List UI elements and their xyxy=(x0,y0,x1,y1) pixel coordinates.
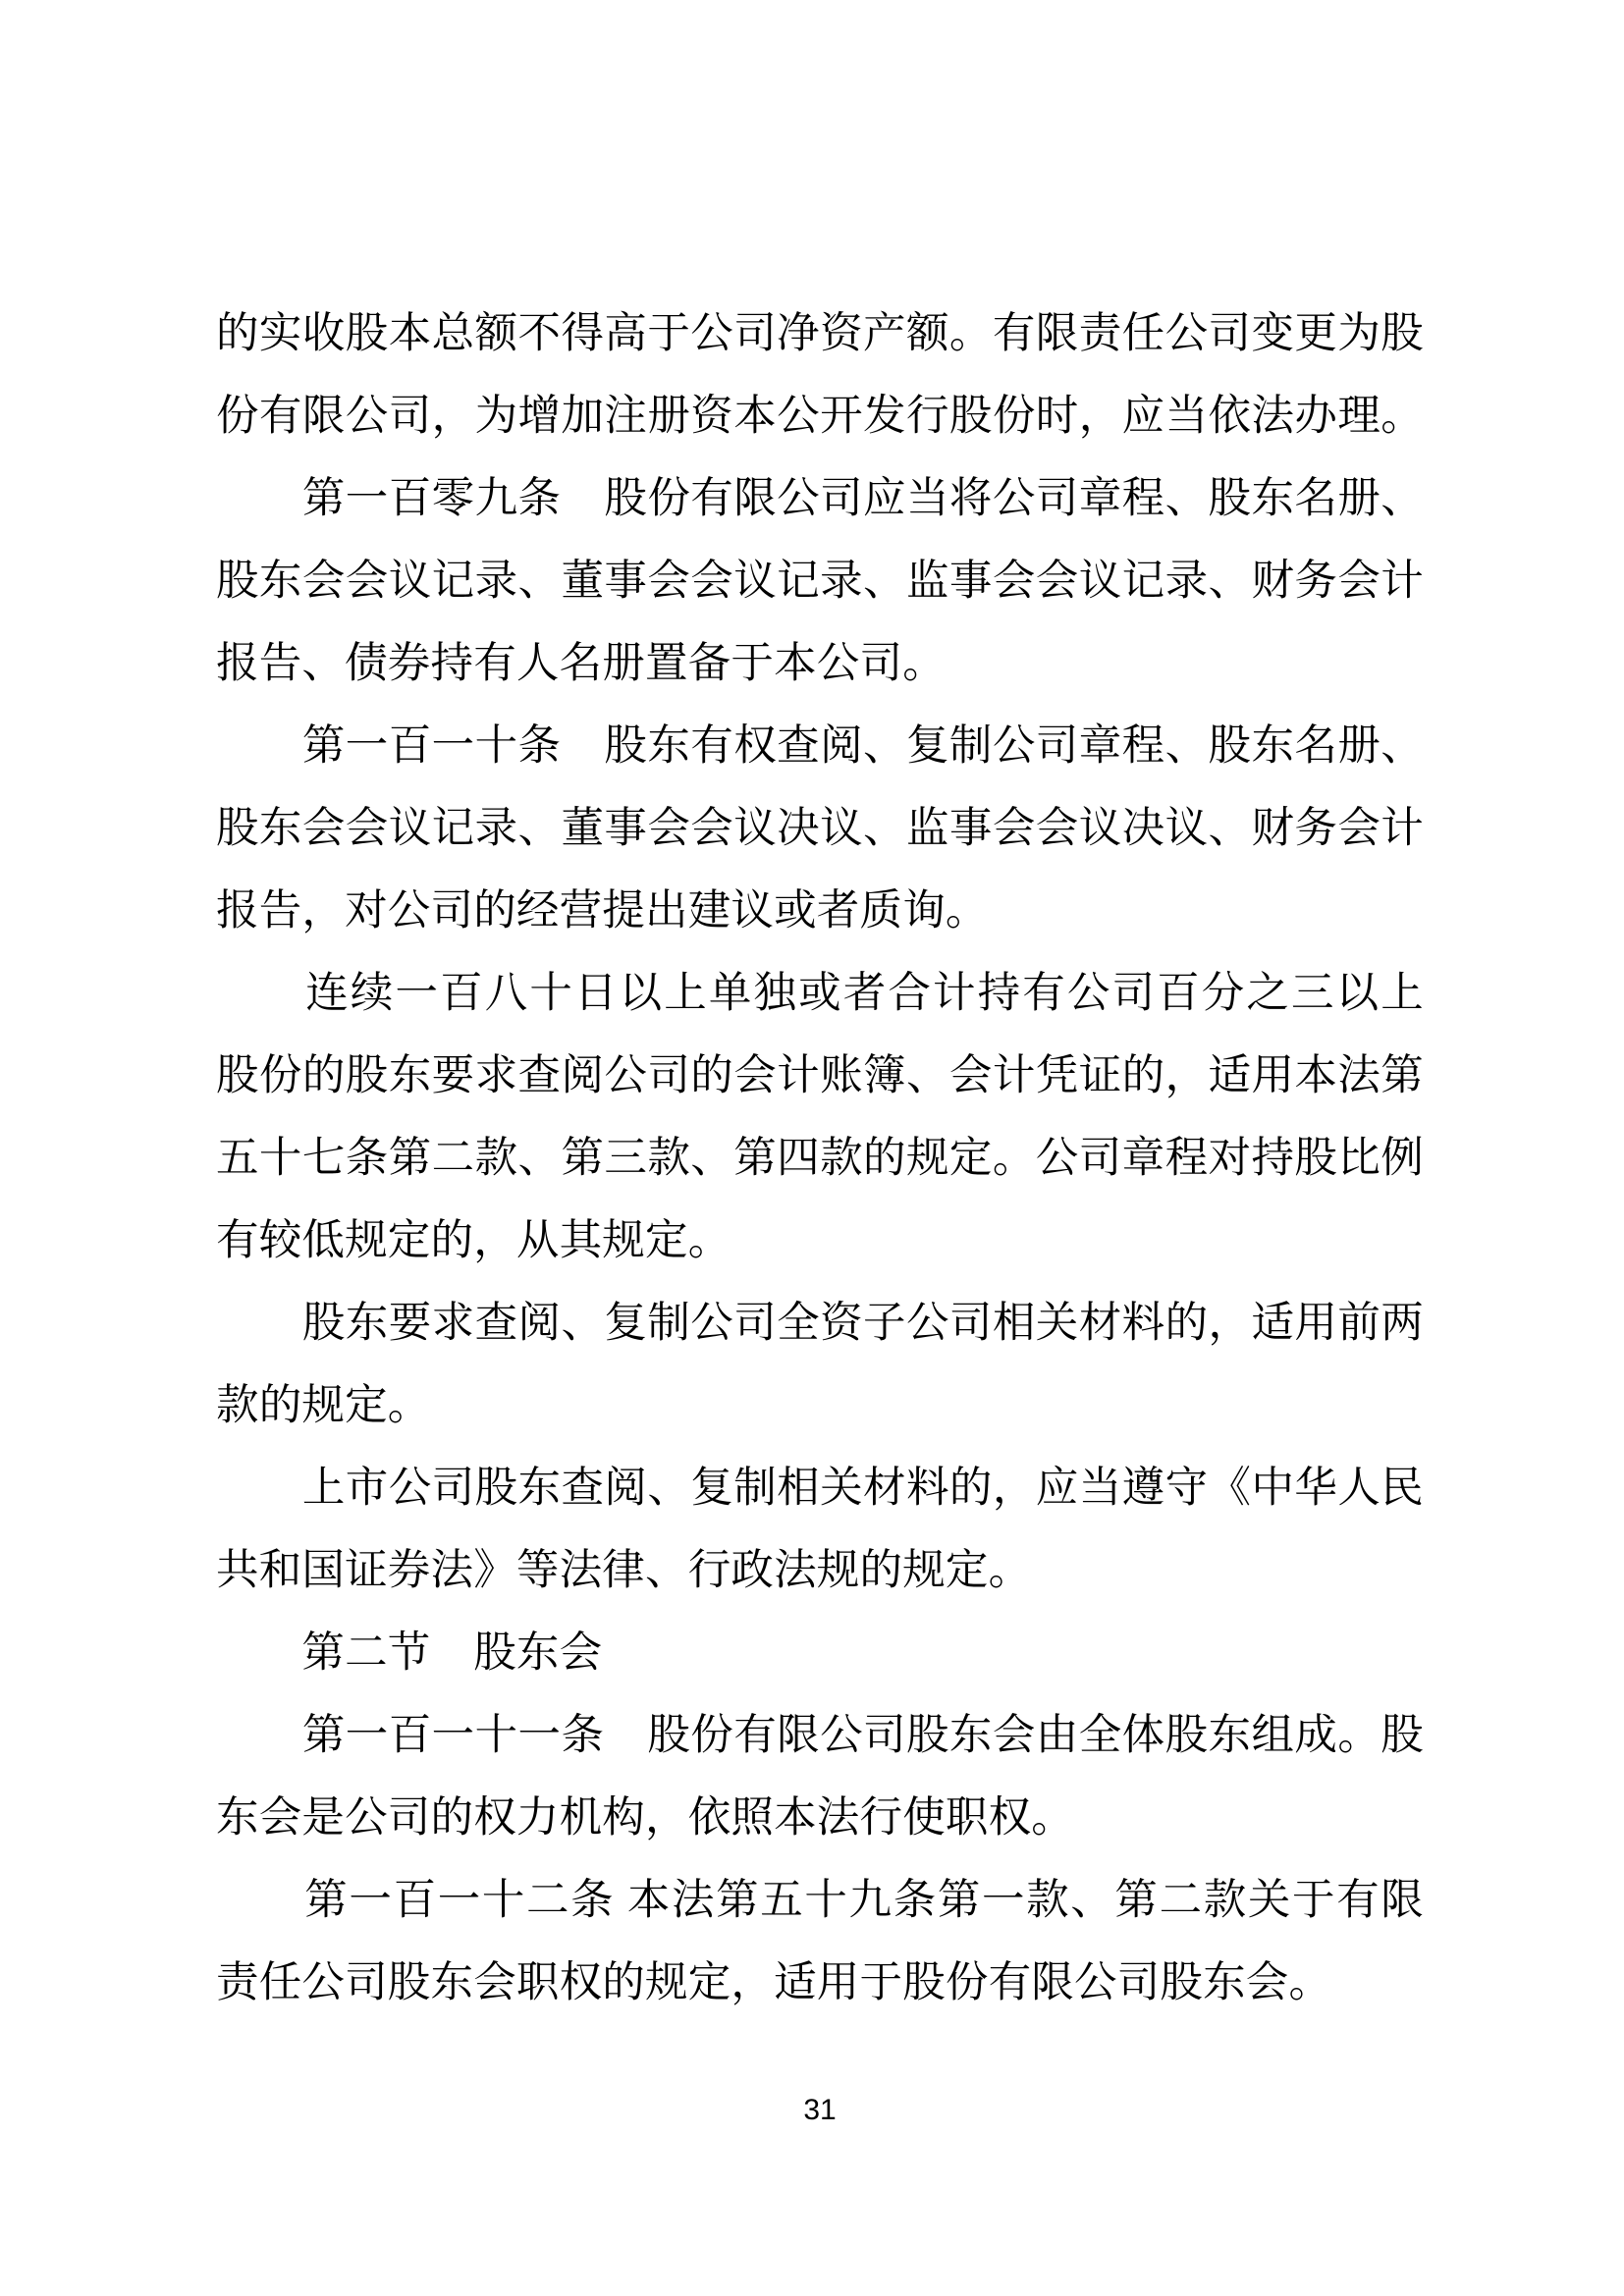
text-line: 东会是公司的权力机构，依照本法行使职权。 xyxy=(216,1794,1074,1842)
text-line: 股东要求查阅、复制公司全资子公司相关材料的，适用前两 xyxy=(216,1300,1424,1347)
text-line: 连续一百八十日以上单独或者合计持有公司百分之三以上 xyxy=(216,970,1424,1017)
text-line: 第一百零九条 股份有限公司应当将公司章程、股东名册、 xyxy=(216,475,1424,522)
text-line: 责任公司股东会职权的规定，适用于股份有限公司股东会。 xyxy=(216,1959,1332,2006)
text-line: 份有限公司，为增加注册资本公开发行股份时，应当依法办理。 xyxy=(216,393,1424,440)
text-line: 报告、债券持有人名册置备于本公司。 xyxy=(216,640,946,687)
text-line: 第一百一十二条 本法第五十九条第一款、第二款关于有限 xyxy=(216,1877,1424,1924)
text-line: 报告，对公司的经营提出建议或者质询。 xyxy=(216,887,989,934)
text-line: 共和国证券法》等法律、行政法规的规定。 xyxy=(216,1547,1032,1594)
text-line: 五十七条第二款、第三款、第四款的规定。公司章程对持股比例 xyxy=(216,1135,1424,1182)
text-line: 第二节 股东会 xyxy=(216,1629,603,1677)
text-line: 第一百一十条 股东有权查阅、复制公司章程、股东名册、 xyxy=(216,722,1424,770)
page-number: 31 xyxy=(803,2094,837,2126)
text-line: 股东会会议记录、董事会会议记录、监事会会议记录、财务会计 xyxy=(216,558,1424,605)
text-line: 上市公司股东查阅、复制相关材料的，应当遵守《中华人民 xyxy=(216,1465,1424,1512)
text-line: 第一百一十一条 股份有限公司股东会由全体股东组成。股 xyxy=(216,1712,1424,1759)
text-line: 股份的股东要求查阅公司的会计账簿、会计凭证的，适用本法第 xyxy=(216,1052,1424,1099)
text-line: 的实收股本总额不得高于公司净资产额。有限责任公司变更为股 xyxy=(216,310,1424,357)
text-line: 有较低规定的，从其规定。 xyxy=(216,1217,731,1264)
text-line: 款的规定。 xyxy=(216,1382,431,1429)
document-body xyxy=(216,293,1424,2024)
page-footer xyxy=(216,2089,1424,2132)
text-line: 股东会会议记录、董事会会议决议、监事会会议决议、财务会计 xyxy=(216,805,1424,852)
